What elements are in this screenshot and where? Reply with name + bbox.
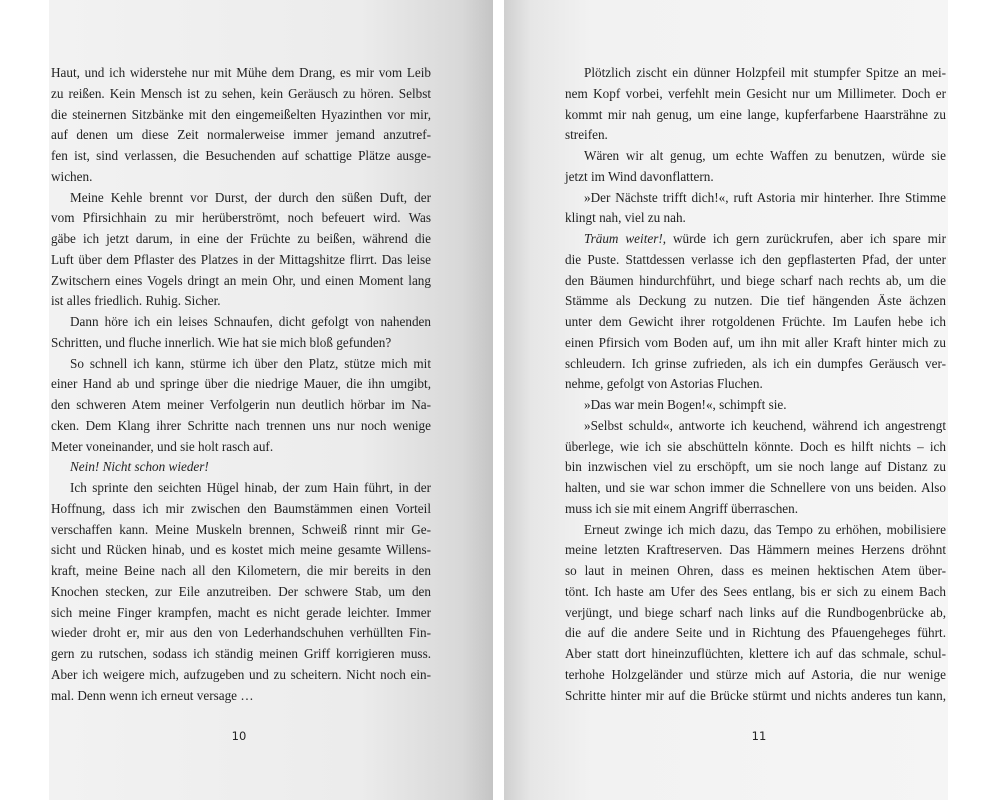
text-line: Plötzlich zischt ein dünner Holzpfeil mit stumpfer Spitze an mei- xyxy=(584,65,946,80)
text-line: Schritten, und fluche innerlich. Wie hat sie mich bloß gefunden? xyxy=(51,334,392,350)
right-page-text xyxy=(565,63,946,706)
paragraph xyxy=(565,229,946,395)
text-line: Zwitschern eines Vogels dringt an mein Ohr, und einen Moment lang xyxy=(51,272,431,288)
text-line: cken. Dem Klang ihrer Schritte nach trennen uns nur noch wenige xyxy=(51,417,431,433)
text-line: Schritte hinter mir auf die Brücke stürmt und nichts anderes tun kann, xyxy=(565,687,946,703)
text-line: Meine Kehle brennt vor Durst, der durch den süßen Duft, der xyxy=(70,189,431,205)
paragraph xyxy=(565,146,946,188)
text-line xyxy=(565,229,946,250)
text-line: die auf die andere Seite und in Richtung des Pfauengeheges führt. xyxy=(565,625,946,641)
text-line: Stämme als Deckung zu nutzen. Die tief hängenden Äste ächzen xyxy=(565,293,946,309)
text-line: gäbe ich jetzt darum, in eine der Früchte zu beißen, während die xyxy=(51,231,431,246)
text-line: kraft, meine Beine nach all den Kilometern, die mir bereits in den xyxy=(51,563,431,578)
text-line: verschaffen kann. Meine Muskeln brennen, Schweiß rinnt mir Ge- xyxy=(51,521,431,537)
text-line: klingt nah, viel zu nah. xyxy=(565,210,686,226)
text-line: So schnell ich kann, stürme ich über den Platz, stütze mich mit xyxy=(70,355,431,371)
text-line: Haut, und ich widerstehe nur mit Mühe dem Drang, es mir vom Leib xyxy=(51,65,431,80)
text-line: so laut in meinen Ohren, dass es meinen hektischen Atem über- xyxy=(565,563,946,578)
line-rest: , würde ich gern zurückrufen, aber ich spare mir xyxy=(662,231,946,246)
text-line: einer Hand ab und springe über die niedrige Mauer, die ihn umgibt, xyxy=(51,376,431,392)
text-line: einen Pfirsich vom Boden auf, um ihn mit aller Kraft hinter mich zu xyxy=(565,334,946,350)
text-line: die Puste. Stattdessen verlasse ich den gepflasterten Pfad, der unter xyxy=(565,251,946,267)
paragraph xyxy=(51,457,431,478)
text-line: sicht und Rücken hinab, und es kostet mich meine gesamte Willens- xyxy=(51,542,431,558)
right-page-number: 11 xyxy=(751,729,767,743)
text-line: meine letzten Kraftreserven. Das Hämmern meines Herzens dröhnt xyxy=(565,542,946,558)
text-line: überlege, wie ich sie abschütteln könnte. Doch es hilft nichts – ich xyxy=(565,438,946,454)
left-page-text xyxy=(51,63,431,706)
text-line: schleudern. Ich grinse zufrieden, als ich ein dumpfes Geräusch ver- xyxy=(565,355,946,371)
text-line: gern zu rutschen, sodass ich ständig meinen Griff korrigieren muss. xyxy=(51,646,431,661)
text-line: streifen. xyxy=(565,127,608,143)
text-line: Erneut zwinge ich mich dazu, das Tempo zu erhöhen, mobilisiere xyxy=(584,521,946,537)
text-line: Ich sprinte den seichten Hügel hinab, der zum Hain führt, in der xyxy=(70,480,431,495)
text-line: verjüngt, und biege scharf nach links auf die Rundbogenbrücke ab, xyxy=(565,604,946,620)
text-line: Luft über dem Pflaster des Platzes in der Mittagshitze flirrt. Das leise xyxy=(51,251,431,267)
text-line: Aber ich weigere mich, aufzugeben und zu scheitern. Nicht noch ein- xyxy=(51,666,431,682)
paragraph xyxy=(51,354,431,458)
paragraph xyxy=(565,520,946,707)
left-page xyxy=(49,0,493,800)
text-line: Nein! Nicht schon wieder! xyxy=(70,459,209,475)
paragraph xyxy=(565,63,946,146)
text-line: den Bäumen hindurchführt, und biege scharf nach rechts ab, um die xyxy=(565,272,946,288)
text-line: jetzt im Wind davonflattern. xyxy=(565,168,714,184)
text-line: sich meine Finger krampfen, macht es nicht gerade leichter. Immer xyxy=(51,604,431,620)
italic-lead: Träum weiter! xyxy=(584,231,663,246)
text-line: Meter voneinander, und sie holt rasch auf. xyxy=(51,438,274,454)
text-line: wichen. xyxy=(51,168,93,184)
text-line: Dann höre ich ein leises Schnaufen, dicht gefolgt von nahenden xyxy=(70,314,431,329)
text-line: unter dem Gewicht ihrer rotgoldenen Früchte. Im Laufen hebe ich xyxy=(565,314,946,329)
left-page-number: 10 xyxy=(231,729,247,743)
text-line: vom Pfirsichhain zu mir herüberströmt, noch befeuert wird. Was xyxy=(51,210,431,226)
text-line: Knochen stecken, zur Eile anzutreiben. Der schwere Stab, um den xyxy=(51,583,431,599)
paragraph xyxy=(51,478,431,706)
paragraph xyxy=(51,312,431,354)
text-line: »Der Nächste trifft dich!«, ruft Astoria mir hinterher. Ihre Stimme xyxy=(584,189,946,205)
text-line: halten, und sie war schon immer die Schnellere von uns beiden. Also xyxy=(565,480,946,495)
text-line: Aber statt dort hineinzuflüchten, klettere ich auf das schmale, schul- xyxy=(565,646,946,661)
right-page xyxy=(504,0,948,800)
text-line: bin inzwischen viel zu erschöpft, um sie noch lange auf Distanz zu xyxy=(565,459,946,475)
text-line: ist alles friedlich. Ruhig. Sicher. xyxy=(51,293,221,309)
paragraph xyxy=(565,416,946,520)
text-line: mal. Denn wenn ich erneut versage … xyxy=(51,687,254,703)
paragraph xyxy=(51,63,431,188)
text-line: fen ist, sind verlassen, die Besuchenden auf schattige Plätze ausge- xyxy=(51,148,431,163)
text-line: »Das war mein Bogen!«, schimpft sie. xyxy=(584,397,787,412)
text-line: den schweren Atem meiner Verfolgerin nun deutlich hörbar im Na- xyxy=(51,397,431,412)
text-line: terhohe Holzgeländer und stürze mich auf Astoria, die nur wenige xyxy=(565,666,946,682)
text-line: zu reißen. Kein Mensch ist zu sehen, kein Geräusch zu hören. Selbst xyxy=(51,85,431,101)
text-line: nehme, gefolgt von Astorias Fluchen. xyxy=(565,376,763,392)
text-line: tönt. Ich haste am Ufer des Sees entlang, bis er sich zu einem Bach xyxy=(565,583,946,599)
paragraph xyxy=(565,395,946,416)
paragraph xyxy=(51,188,431,313)
text-line: nem Kopf vorbei, verfehlt mein Gesicht nur um Millimeter. Doch er xyxy=(565,85,946,101)
text-line: kommt mir nah genug, um eine lange, kupferfarbene Haarsträhne zu xyxy=(565,106,946,122)
text-line: auf denen um diese Zeit normalerweise immer jemand anzutref- xyxy=(51,127,431,143)
text-line: »Selbst schuld«, antworte ich keuchend, während ich angestrengt xyxy=(584,417,946,433)
text-line: Hoffnung, dass ich mir zwischen den Baumstämmen einen Vorteil xyxy=(51,500,431,516)
text-line: muss ich sie mit einem Angriff überraschen. xyxy=(565,500,799,516)
paragraph xyxy=(565,188,946,230)
text-line: die steinernen Sitzbänke mit den eingemeißelten Hyazinthen vor mir, xyxy=(51,106,431,122)
text-line: wieder droht er, mir aus den von Lederhandschuhen verhüllten Fin- xyxy=(51,625,431,641)
text-line: Wären wir alt genug, um echte Waffen zu benutzen, würde sie xyxy=(584,148,946,163)
